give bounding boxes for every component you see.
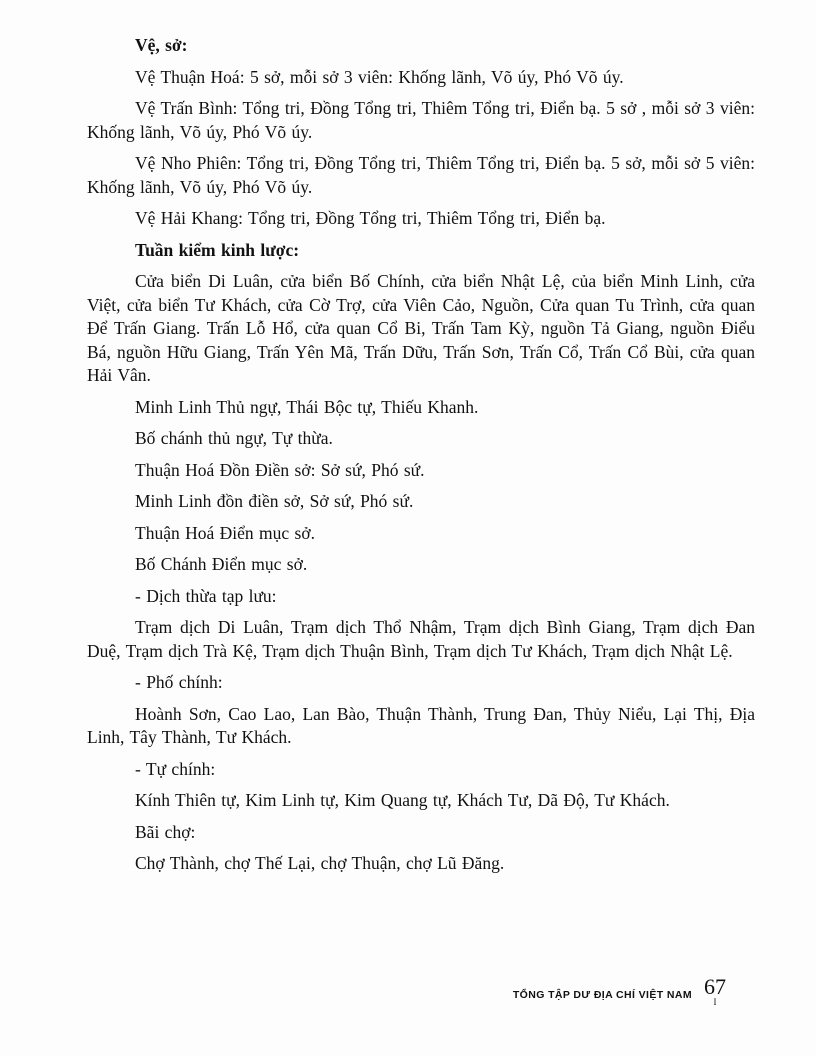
paragraph: Vệ Thuận Hoá: 5 sở, mỗi sở 3 viên: Khống lãnh, Võ úy, Phó Võ úy. (135, 66, 624, 87)
paragraph: Cửa biển Di Luân, cửa biển Bố Chính, cửa biển Nhật Lệ, của biển Minh Linh, cửa Việt, cửa biển Tư Khách, cửa Cờ Trợ, cửa Viên Cảo, Nguồn, Cửa quan Tu Trình, cửa quan Để Trấn Giang. Trấn Lỗ Hổ, cửa quan Cổ Bi, Trấn Tam Kỳ, nguồn Tả Giang, nguồn Điểu Bá, nguồn Hữu Giang, Trấn Yên Mã, Trấn Dữu, Trấn Sơn, Trấn Cổ, Trấn Cổ Bùi, cửa quan Hải Vân. (87, 271, 755, 385)
paragraph: Thuận Hoá Điển mục sở. (135, 522, 315, 543)
paragraph: Bãi chợ: (135, 821, 196, 842)
text-block (87, 34, 755, 884)
paragraph: Vệ Nho Phiên: Tổng tri, Đồng Tổng tri, Thiêm Tổng tri, Điển bạ. 5 sở, mỗi sở 5 viên: Khống lãnh, Võ úy, Phó Võ úy. (87, 153, 755, 197)
paragraph: Kính Thiên tự, Kim Linh tự, Kim Quang tự, Khách Tư, Dã Độ, Tư Khách. (135, 790, 670, 810)
page-footer (513, 976, 726, 1006)
paragraph: - Dịch thừa tạp lưu: (135, 585, 277, 606)
page-number-block (704, 976, 726, 1006)
paragraph: Vệ Trấn Bình: Tổng tri, Đồng Tổng tri, Thiêm Tổng tri, Điển bạ. 5 sở , mỗi sở 3 viên: Khống lãnh, Võ úy, Phó Võ úy. (87, 98, 755, 142)
paragraph: Chợ Thành, chợ Thế Lại, chợ Thuận, chợ Lũ Đăng. (135, 853, 505, 873)
paragraph: Minh Linh đồn điền sở, Sở sứ, Phó sứ. (135, 491, 414, 511)
paragraph: - Phố chính: (135, 672, 223, 692)
paragraph: Bố Chánh Điển mục sở. (135, 554, 308, 574)
paragraph: Thuận Hoá Đồn Điền sở: Sở sứ, Phó sứ. (135, 459, 425, 480)
paragraph: Vệ, sở: (135, 35, 188, 55)
page-number: 67 (704, 974, 726, 999)
book-title: TỔNG TẬP DƯ ĐỊA CHÍ VIỆT NAM (512, 989, 692, 1001)
paragraph: Hoành Sơn, Cao Lao, Lan Bào, Thuận Thành, Trung Đan, Thủy Niểu, Lại Thị, Địa Linh, Tây Thành, Tư Khách. (87, 703, 755, 747)
paragraph: Trạm dịch Di Luân, Trạm dịch Thổ Nhậm, Trạm dịch Bình Giang, Trạm dịch Đan Duệ, Trạm dịch Trà Kệ, Trạm dịch Thuận Bình, Trạm dịch Tư Khách, Trạm dịch Nhật Lệ. (87, 617, 755, 661)
paragraph: Vệ Hải Khang: Tổng tri, Đồng Tổng tri, Thiêm Tổng tri, Điển bạ. (135, 208, 606, 228)
paragraph: Bố chánh thủ ngự, Tự thừa. (135, 428, 333, 448)
paragraph: Minh Linh Thủ ngự, Thái Bộc tự, Thiếu Khanh. (135, 396, 479, 417)
paragraph: Tuần kiểm kinh lược: (135, 239, 300, 260)
footnote-mark: I (713, 997, 717, 1007)
paragraph: - Tự chính: (135, 758, 216, 779)
